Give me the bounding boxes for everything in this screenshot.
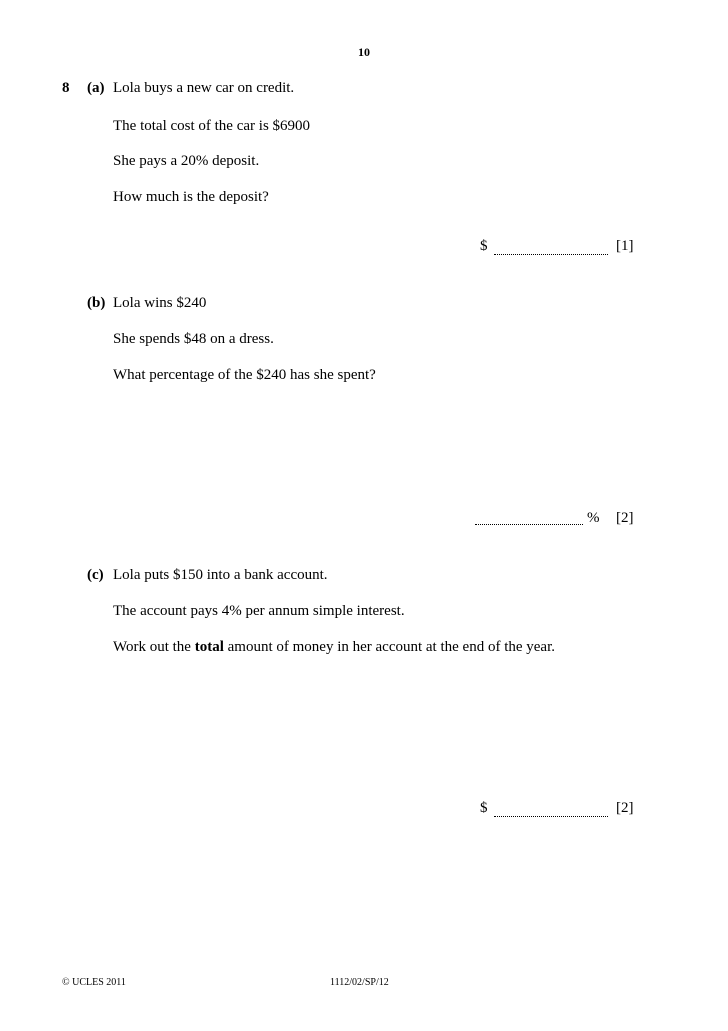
part-b-marks: [2]: [616, 510, 634, 526]
part-c-line-2: The account pays 4% per annum simple interest.: [113, 603, 405, 619]
part-b-answer-line[interactable]: [475, 512, 583, 525]
part-c-label: (c): [87, 567, 104, 583]
part-b-label: (b): [87, 295, 106, 311]
part-a-line-1: Lola buys a new car on credit.: [113, 80, 295, 96]
part-a-label: (a): [87, 80, 105, 96]
part-a-line-3: She pays a 20% deposit.: [113, 153, 260, 169]
footer-code: 1112/02/SP/12: [330, 977, 389, 988]
part-b-answer-suffix: %: [587, 510, 600, 526]
page-number: 10: [358, 45, 370, 59]
part-a-marks: [1]: [616, 238, 634, 254]
footer-copyright: © UCLES 2011: [62, 977, 126, 988]
part-c-instruction: [113, 639, 555, 656]
part-a-answer-line[interactable]: [494, 242, 608, 255]
part-a-line-4: How much is the deposit?: [113, 189, 269, 205]
question-number: 8: [62, 80, 70, 96]
part-c-answer-line[interactable]: [494, 804, 608, 817]
part-b-line-1: Lola wins $240: [113, 295, 207, 311]
part-a-line-2: The total cost of the car is $6900: [113, 118, 311, 134]
part-c-instruction-after: amount of money in her account at the end of the year.: [227, 639, 556, 655]
part-c-marks: [2]: [616, 800, 634, 816]
part-b-line-2: She spends $48 on a dress.: [113, 331, 274, 347]
part-b-line-3: What percentage of the $240 has she spent?: [113, 367, 376, 383]
part-c-instruction-bold: total: [194, 639, 224, 655]
part-c-answer-prefix: $: [480, 800, 488, 816]
part-c-instruction-before: Work out the: [113, 639, 191, 655]
part-c-line-1: Lola puts $150 into a bank account.: [113, 567, 328, 583]
part-a-answer-prefix: $: [480, 238, 488, 254]
